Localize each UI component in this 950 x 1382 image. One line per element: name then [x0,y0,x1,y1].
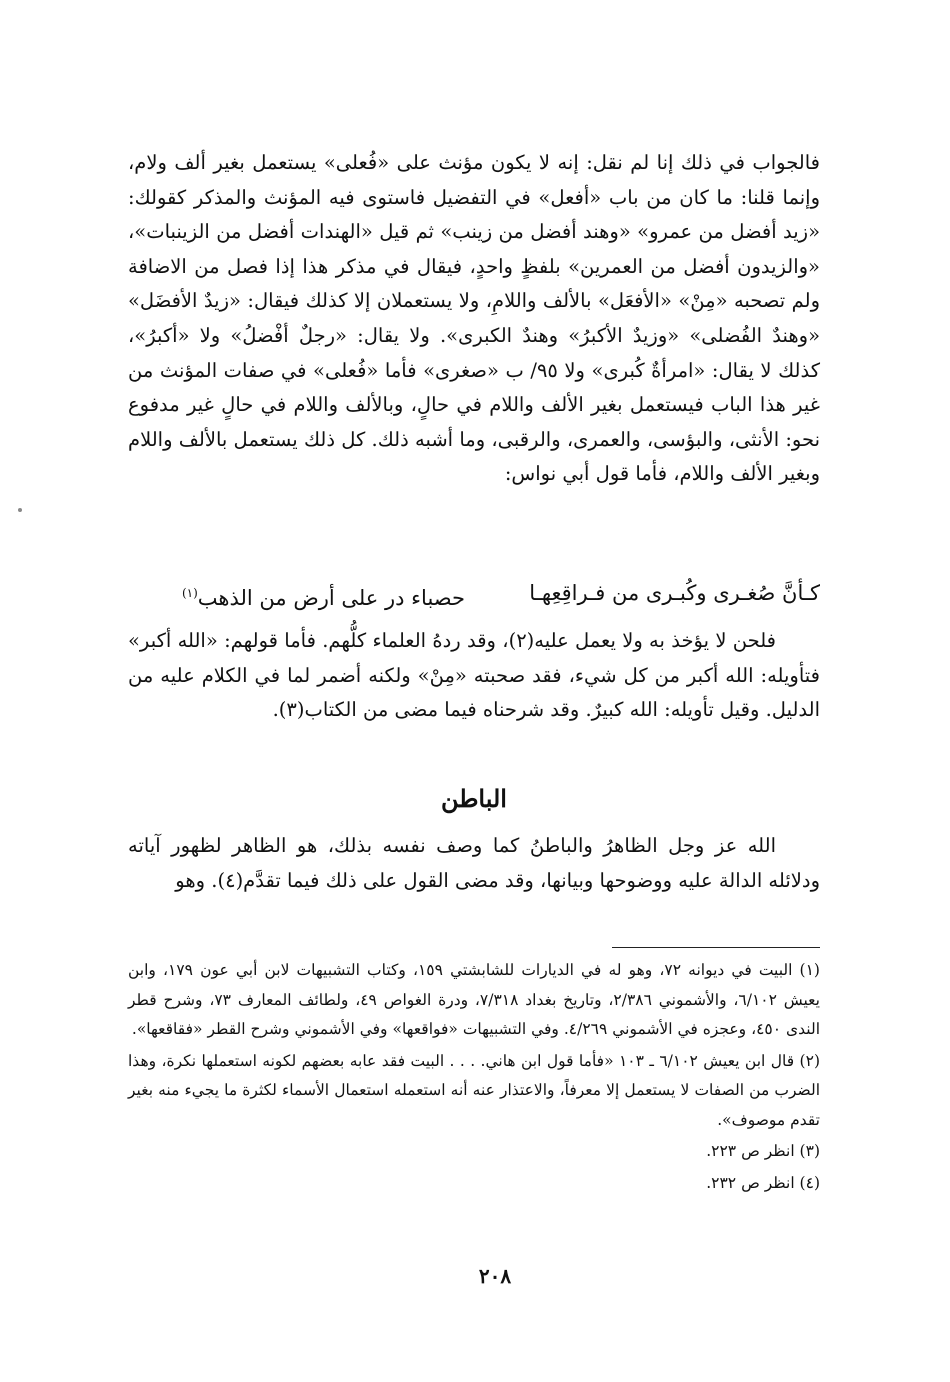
poetry-verse [128,573,820,613]
footnote-1: (١) البيت في ديوانه ٧٢، وهو له في الديارات للشابشتي ١٥٩، وكتاب التشبيهات لابن أبي عون ١٧٩، وابن يعيش ٦/١٠٢، والأشموني ٢/٣٨٦، وتاريخ بغداد ٧/٣١٨، ودرة الغواص ٤٩، ولطائف المعارف ٧٣، وشرح قطر الندى ٤٥٠، وعجزه في الأشموني ٤/٢٦٩. وفي التشبيهات «فواقعها» وفي الأشموني وشرح القطر «فقاقعها». [128,961,820,1038]
footnote-2: (٢) قال ابن يعيش ٦/١٠٢ ـ ١٠٣ «فأما قول ابن هاني. . . . البيت فقد عابه بعضهم لكونه استعملها نكرة، وهذا الضرب من الصفات لا يستعمل إلا معرفاً، والاعتذار عنه أنه استعمله استعمال الأسماء لكثرة ما يجيء منه بغير تقدم موصوف». [128,1051,820,1129]
page-number: ٢٠٨ [478,1264,512,1288]
verse-footnote-marker: (١) [181,586,198,600]
verse-first-hemistich [529,573,820,613]
paragraph-main-3: الله عز وجل الظاهرُ والباطنُ كما وصف نفسه بذلك، هو الظاهر لظهور آياته ودلائله الدالة عليه ووضوحها وبيانها، وقد مضى القول على ذلك فيما تقدَّم(٤). وهو [128,834,820,892]
verse-second-hemistich [182,573,465,618]
paragraph-main-1: فالجواب في ذلك إنا لم نقل: إنه لا يكون مؤنث على «فُعلى» يستعمل بغير ألف ولام، وإنما قلنا: ما كان من باب «أفعل» في التفضيل فاستوى فيه المؤنث والمذكر كقولك: «زيد أفضل من عمرو» «وهند أفضل من زينب» ثم قيل «الهندات أفضل من الزينبات»، «والزيدون أفضل من العمرين» بلفظٍ واحدٍ، فيقال في مذكر هذا إذا فصل من الاضافة ولم تصحبه «مِنْ» «الأفعَل» بالألف واللامِ، ولا يستعملان إلا كذلك فيقال: «زيدٌ الأفضَل» «وهندٌ الفُضلى» «وزيدٌ الأكبرُ» وهندٌ الكبرى». ولا يقال: «رجلٌ أفْضلُ» ولا «أكبرُ»، كذلك لا يقال: «امرأةٌ كُبرى» ولا ٩٥/ ب «صغرى» فأما «فُعلى» في صفات المؤنث من غير هذا الباب فيستعمل بغير الألف واللام في حالٍ، وبالألف واللام في حالٍ غير مدفوع نحو: الأنثى، والبؤسى، والعمرى، والرقبى، وما أشبه ذلك. كل ذلك يستعمل بالألف واللام وبغير الألف واللام، فأما قول أبي نواس: [128,151,820,486]
margin-speck [18,508,22,512]
verse-first-hemistich-text: كـأنَّ صُغـرى وكُبـرى من فـراقِعِهـا [529,581,820,605]
verse-second-hemistich-text: حصباء در على أرض من الذهب [197,586,465,610]
footnotes [128,956,820,1198]
footnote-separator [612,947,820,948]
paragraph-main-2: فلحن لا يؤخذ به ولا يعمل عليه(٢)، وقد ردهُ العلماء كلُّهم. فأما قولهم: «الله أكبر» فتأويله: الله أكبر من كل شيء، فقد صحبته «مِنْ» ولكنه أضمر لما في الكلام عليه من الدليل. وقيل تأويله: الله كبيرٌ. وقد شرحناه فيما مضى من الكتاب(٣). [128,629,820,722]
section-heading: الباطن [441,784,507,813]
footnote-3: (٣) انظر ص ٢٢٣. [706,1142,820,1160]
footnote-4: (٤) انظر ص ٢٣٢. [706,1173,820,1192]
